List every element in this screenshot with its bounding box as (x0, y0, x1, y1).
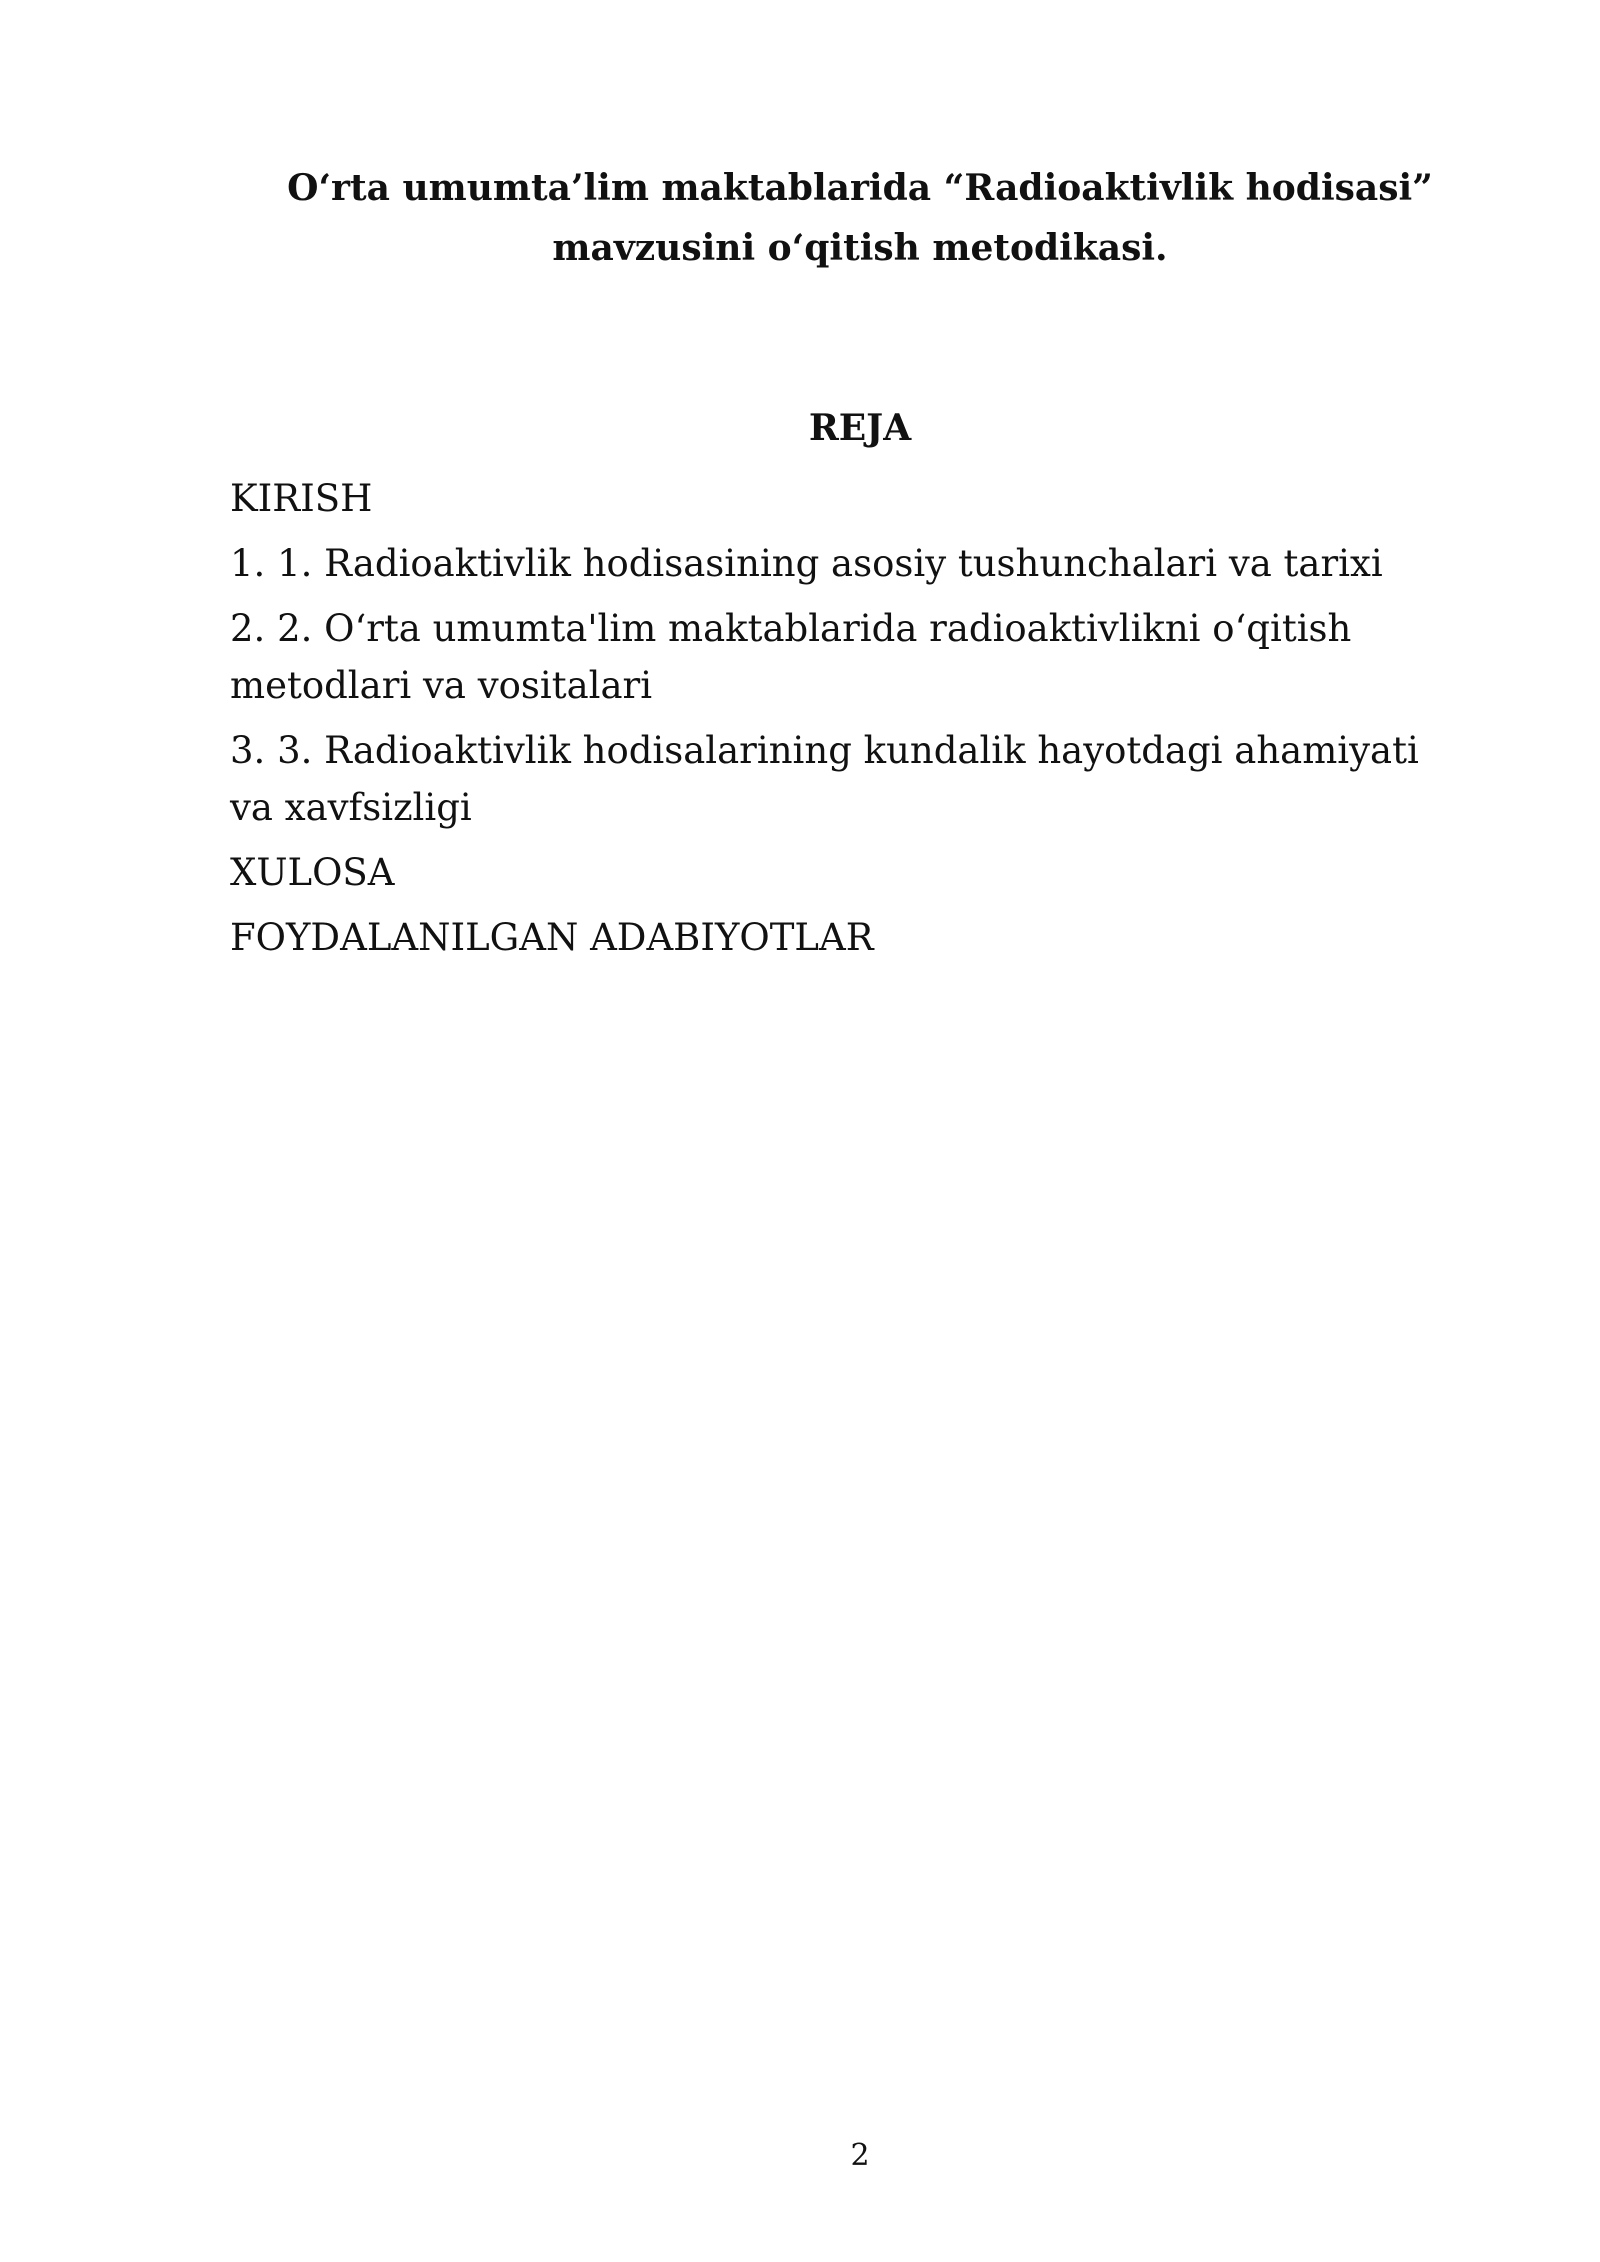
table-of-contents (230, 470, 1470, 974)
toc-item-section-3: 3. 3. Radioaktivlik hodisalarining kundalik hayotdagi ahamiyati va xavfsizligi (230, 729, 1419, 829)
page-number: 2 (850, 2138, 870, 2173)
title-line-2: mavzusini o‘qitish metodikasi. (552, 227, 1168, 269)
toc-item-section-2: 2. 2. O‘rta umumta'lim maktablarida radioaktivlikni o‘qitish metodlari va vositalari (230, 607, 1352, 707)
toc-item-introduction: KIRISH (230, 477, 373, 520)
toc-item-conclusion: XULOSA (230, 851, 395, 894)
plan-heading: REJA (808, 407, 912, 449)
title-line-1: O‘rta umumta’lim maktablarida “Radioaktivlik hodisasi” (287, 167, 1433, 209)
toc-item-references: FOYDALANILGAN ADABIYOTLAR (230, 916, 874, 959)
toc-item-section-1: 1. 1. Radioaktivlik hodisasining asosiy tushunchalari va tarixi (230, 542, 1383, 585)
document-title (200, 158, 1520, 278)
